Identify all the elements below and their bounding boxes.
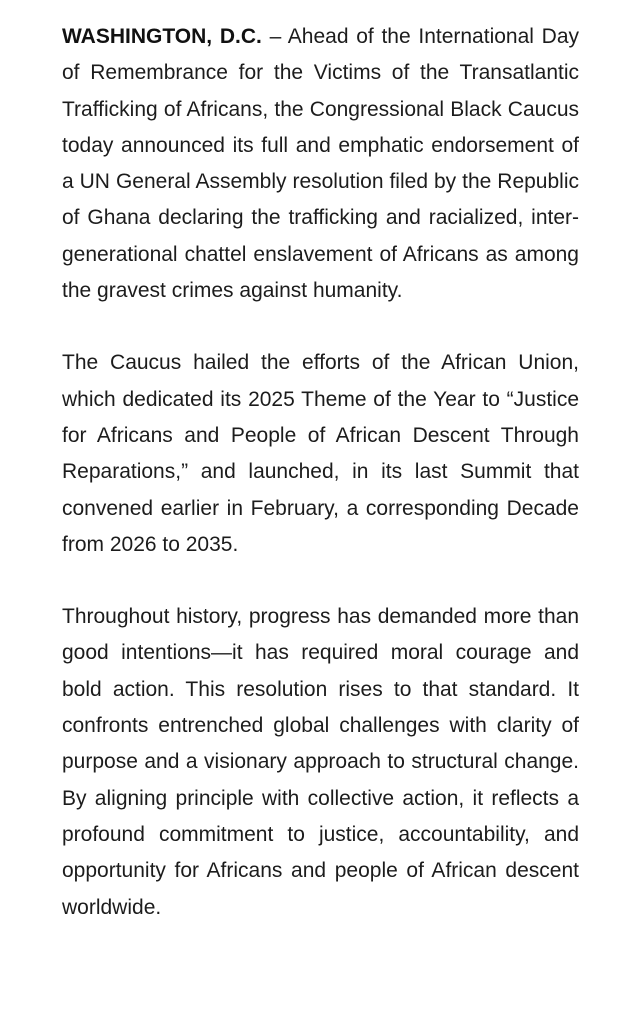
- paragraph-3: Throughout history, progress has demanded more than good intentions—it has required moral courage and bold action. This resolution rises to that standard. It confronts entrenched global challenges with clarity of purpose and a visionary approach to structural change. By aligning principle with collective action, it reflects a profound commitment to justice, accountability, and opportunity for Africans and people of African descent worldwide.: [62, 605, 579, 919]
- paragraph-1: [62, 19, 579, 309]
- paragraph-1-text: – Ahead of the International Day of Remembrance for the Victims of the Transatlantic Trafficking of Africans, the Congressional Black Caucus today announced its full and emphatic endorsement of a UN General Assembly resolution filed by the Republic of Ghana declaring the trafficking and racialized, inter-generational chattel enslavement of Africans as among the gravest crimes against humanity.: [62, 25, 579, 303]
- press-release-body: [62, 19, 579, 926]
- dateline: WASHINGTON, D.C.: [62, 25, 262, 48]
- paragraph-2: The Caucus hailed the efforts of the African Union, which dedicated its 2025 Theme of the Year to “Justice for Africans and People of African Descent Through Reparations,” and launched, in its last Summit that convened earlier in February, a corresponding Decade from 2026 to 2035.: [62, 351, 579, 556]
